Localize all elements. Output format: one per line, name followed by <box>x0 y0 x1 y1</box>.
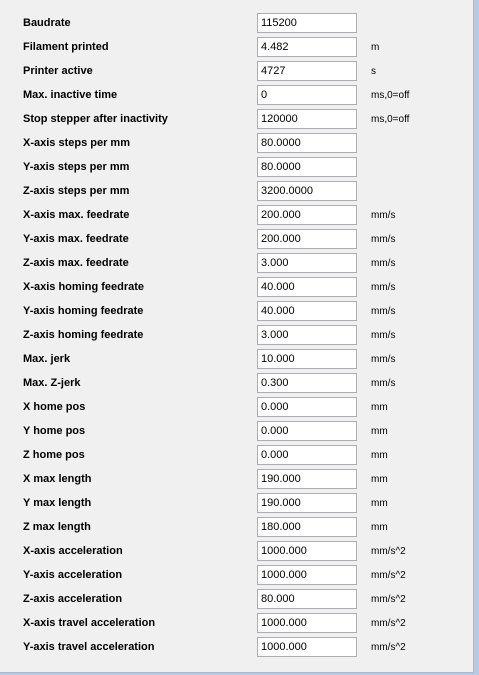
setting-value-input[interactable]: 190.000 <box>257 469 357 489</box>
setting-label: X-axis homing feedrate <box>23 281 145 293</box>
setting-value-input[interactable]: 0.000 <box>257 445 357 465</box>
setting-row <box>0 565 474 589</box>
setting-unit: mm/s^2 <box>371 618 406 629</box>
setting-value-input[interactable]: 0 <box>257 85 357 105</box>
setting-label: Y-axis acceleration <box>23 569 123 581</box>
setting-label: X-axis travel acceleration <box>23 617 156 629</box>
setting-unit: mm/s <box>371 330 396 341</box>
setting-row <box>0 157 474 181</box>
setting-label: Filament printed <box>23 41 109 53</box>
setting-label: X-axis steps per mm <box>23 137 130 149</box>
setting-unit: mm/s^2 <box>371 594 406 605</box>
setting-label: Max. Z-jerk <box>23 377 81 389</box>
setting-row <box>0 613 474 637</box>
setting-value-input[interactable]: 200.000 <box>257 229 357 249</box>
setting-label: Y-axis steps per mm <box>23 161 130 173</box>
setting-row <box>0 85 474 109</box>
setting-value-input[interactable]: 1000.000 <box>257 613 357 633</box>
setting-row <box>0 325 474 349</box>
setting-row <box>0 133 474 157</box>
setting-row <box>0 229 474 253</box>
setting-value-input[interactable]: 80.0000 <box>257 157 357 177</box>
setting-label: X max length <box>23 473 92 485</box>
setting-row <box>0 589 474 613</box>
setting-unit: mm <box>371 474 388 485</box>
setting-value-input[interactable]: 80.0000 <box>257 133 357 153</box>
setting-value-input[interactable]: 3200.0000 <box>257 181 357 201</box>
setting-value-input[interactable]: 1000.000 <box>257 565 357 585</box>
setting-unit: ms,0=off <box>371 114 410 125</box>
setting-value-input[interactable]: 4.482 <box>257 37 357 57</box>
setting-value-input[interactable]: 3.000 <box>257 325 357 345</box>
setting-value-input[interactable]: 1000.000 <box>257 637 357 657</box>
setting-label: Max. inactive time <box>23 89 118 101</box>
setting-row <box>0 109 474 133</box>
setting-row <box>0 181 474 205</box>
setting-label: Y-axis max. feedrate <box>23 233 129 245</box>
setting-row <box>0 445 474 469</box>
setting-label: Z-axis steps per mm <box>23 185 130 197</box>
setting-row <box>0 253 474 277</box>
setting-label: Max. jerk <box>23 353 71 365</box>
setting-unit: mm/s <box>371 306 396 317</box>
setting-row <box>0 301 474 325</box>
setting-value-input[interactable]: 0.300 <box>257 373 357 393</box>
setting-row <box>0 493 474 517</box>
setting-value-input[interactable]: 1000.000 <box>257 541 357 561</box>
setting-label: Y max length <box>23 497 92 509</box>
setting-label: Stop stepper after inactivity <box>23 113 168 125</box>
setting-unit: mm/s <box>371 210 396 221</box>
setting-row <box>0 205 474 229</box>
setting-unit: s <box>371 66 376 77</box>
setting-row <box>0 277 474 301</box>
setting-value-input[interactable]: 115200 <box>257 13 357 33</box>
setting-unit: mm/s <box>371 258 396 269</box>
setting-unit: mm <box>371 402 388 413</box>
setting-row <box>0 469 474 493</box>
setting-unit: mm <box>371 498 388 509</box>
setting-label: X home pos <box>23 401 86 413</box>
setting-unit: m <box>371 42 380 53</box>
setting-row <box>0 517 474 541</box>
setting-row <box>0 37 474 61</box>
setting-row <box>0 541 474 565</box>
setting-unit: mm/s <box>371 282 396 293</box>
setting-value-input[interactable]: 120000 <box>257 109 357 129</box>
setting-label: X-axis acceleration <box>23 545 123 557</box>
setting-unit: mm <box>371 426 388 437</box>
setting-row <box>0 421 474 445</box>
setting-label: Z-axis max. feedrate <box>23 257 129 269</box>
setting-unit: mm/s <box>371 354 396 365</box>
setting-unit: ms,0=off <box>371 90 410 101</box>
setting-label: Z-axis homing feedrate <box>23 329 144 341</box>
setting-row <box>0 349 474 373</box>
setting-value-input[interactable]: 3.000 <box>257 253 357 273</box>
setting-value-input[interactable]: 40.000 <box>257 301 357 321</box>
settings-list <box>0 13 474 661</box>
setting-label: Y-axis travel acceleration <box>23 641 155 653</box>
setting-row <box>0 13 474 37</box>
setting-value-input[interactable]: 40.000 <box>257 277 357 297</box>
setting-label: Y-axis homing feedrate <box>23 305 144 317</box>
setting-value-input[interactable]: 80.000 <box>257 589 357 609</box>
setting-unit: mm/s^2 <box>371 546 406 557</box>
setting-label: Y home pos <box>23 425 86 437</box>
setting-row <box>0 637 474 661</box>
setting-label: Z max length <box>23 521 91 533</box>
setting-value-input[interactable]: 4727 <box>257 61 357 81</box>
setting-row <box>0 61 474 85</box>
setting-value-input[interactable]: 190.000 <box>257 493 357 513</box>
setting-unit: mm/s <box>371 378 396 389</box>
setting-label: Z-axis acceleration <box>23 593 123 605</box>
setting-unit: mm/s <box>371 234 396 245</box>
setting-value-input[interactable]: 0.000 <box>257 421 357 441</box>
setting-value-input[interactable]: 0.000 <box>257 397 357 417</box>
setting-value-input[interactable]: 180.000 <box>257 517 357 537</box>
setting-label: Z home pos <box>23 449 85 461</box>
setting-label: X-axis max. feedrate <box>23 209 130 221</box>
setting-label: Printer active <box>23 65 93 77</box>
setting-unit: mm/s^2 <box>371 570 406 581</box>
setting-row <box>0 397 474 421</box>
setting-unit: mm <box>371 450 388 461</box>
setting-label: Baudrate <box>23 17 71 29</box>
setting-unit: mm/s^2 <box>371 642 406 653</box>
setting-unit: mm <box>371 522 388 533</box>
setting-value-input[interactable]: 200.000 <box>257 205 357 225</box>
setting-value-input[interactable]: 10.000 <box>257 349 357 369</box>
setting-row <box>0 373 474 397</box>
